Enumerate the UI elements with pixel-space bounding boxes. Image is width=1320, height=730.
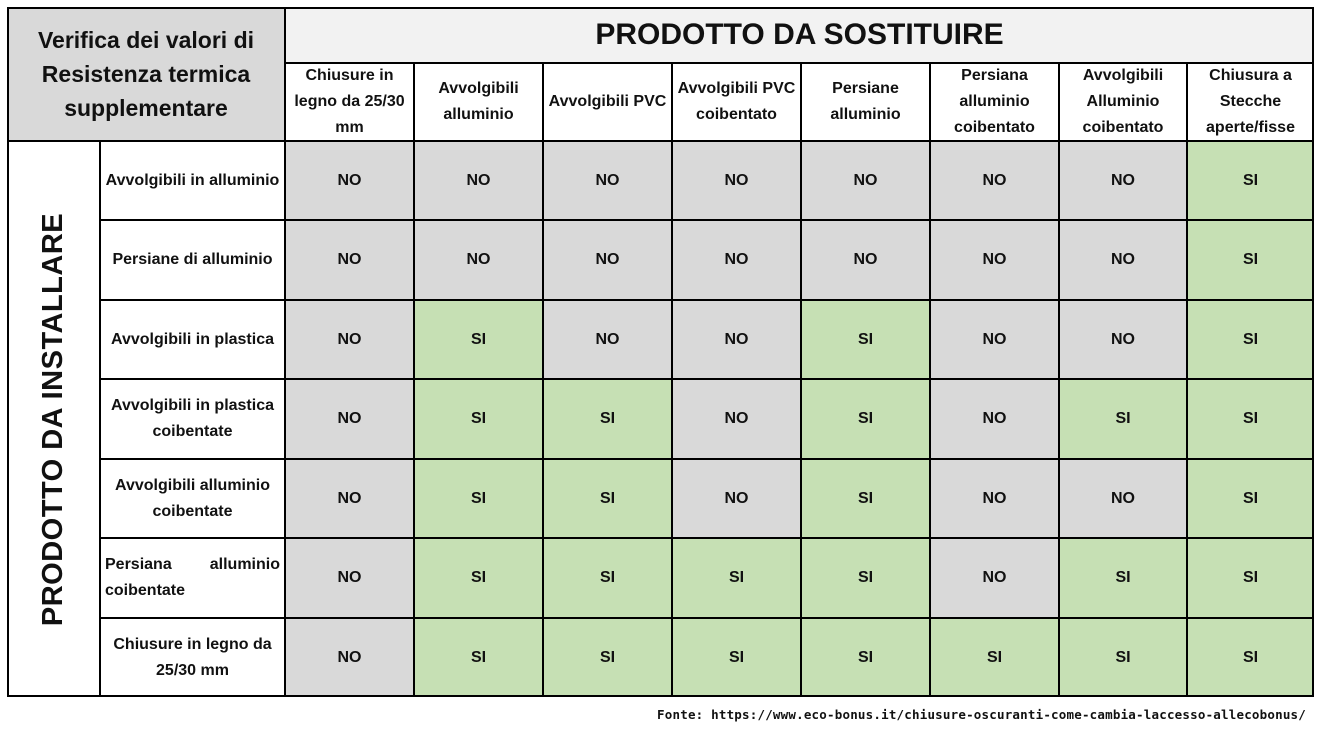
row-group-title xyxy=(7,141,100,697)
value-cell: SI xyxy=(801,300,930,379)
value-cell: SI xyxy=(1187,618,1314,697)
column-header: Chiusura a Stecche aperte/fisse xyxy=(1187,63,1314,141)
column-header: Avvolgibili Alluminio coibentato xyxy=(1059,63,1187,141)
value-cell: SI xyxy=(1187,300,1314,379)
column-header: Avvolgibili PVC xyxy=(543,63,672,141)
row-header: Avvolgibili alluminio coibentate xyxy=(100,459,285,538)
value-cell: SI xyxy=(930,618,1059,697)
value-cell: SI xyxy=(414,300,543,379)
column-header: Persiane alluminio xyxy=(801,63,930,141)
value-cell: SI xyxy=(543,379,672,459)
value-cell: NO xyxy=(801,220,930,300)
value-cell: NO xyxy=(285,300,414,379)
value-cell: SI xyxy=(1059,538,1187,618)
value-cell: SI xyxy=(1187,459,1314,538)
row-header: Avvolgibili in plastica xyxy=(100,300,285,379)
value-cell: NO xyxy=(672,220,801,300)
value-cell: SI xyxy=(1187,538,1314,618)
value-cell: SI xyxy=(414,618,543,697)
value-cell: SI xyxy=(414,459,543,538)
value-cell: SI xyxy=(801,618,930,697)
row-header: Avvolgibili in alluminio xyxy=(100,141,285,220)
value-cell: NO xyxy=(672,141,801,220)
value-cell: NO xyxy=(930,538,1059,618)
value-cell: NO xyxy=(930,141,1059,220)
value-cell: NO xyxy=(543,141,672,220)
row-header: Avvolgibili in plastica coibentate xyxy=(100,379,285,459)
value-cell: SI xyxy=(1187,379,1314,459)
value-cell: SI xyxy=(801,459,930,538)
column-group-title: PRODOTTO DA SOSTITUIRE xyxy=(285,7,1314,63)
value-cell: NO xyxy=(285,538,414,618)
column-header: Avvolgibili PVC coibentato xyxy=(672,63,801,141)
column-header: Persiana alluminio coibentato xyxy=(930,63,1059,141)
value-cell: NO xyxy=(285,220,414,300)
value-cell: SI xyxy=(801,538,930,618)
column-header: Avvolgibili alluminio xyxy=(414,63,543,141)
value-cell: NO xyxy=(1059,459,1187,538)
value-cell: SI xyxy=(543,538,672,618)
value-cell: SI xyxy=(801,379,930,459)
value-cell: NO xyxy=(285,459,414,538)
value-cell: NO xyxy=(801,141,930,220)
value-cell: SI xyxy=(543,618,672,697)
value-cell: NO xyxy=(1059,300,1187,379)
value-cell: SI xyxy=(672,538,801,618)
value-cell: NO xyxy=(285,141,414,220)
value-cell: NO xyxy=(930,220,1059,300)
value-cell: SI xyxy=(414,538,543,618)
value-cell: SI xyxy=(414,379,543,459)
row-header: Persiane di alluminio xyxy=(100,220,285,300)
value-cell: NO xyxy=(672,379,801,459)
column-header: Chiusure in legno da 25/30 mm xyxy=(285,63,414,141)
value-cell: NO xyxy=(930,379,1059,459)
value-cell: NO xyxy=(414,141,543,220)
row-header: Persiana alluminio coibentate xyxy=(100,538,285,618)
value-cell: NO xyxy=(285,618,414,697)
row-group-title-text: PRODOTTO DA INSTALLARE xyxy=(37,212,70,626)
value-cell: NO xyxy=(1059,220,1187,300)
source-caption: Fonte: https://www.eco-bonus.it/chiusure-oscuranti-come-cambia-laccesso-allecobonus/ xyxy=(657,707,1306,722)
value-cell: SI xyxy=(1059,618,1187,697)
value-cell: NO xyxy=(930,459,1059,538)
value-cell: NO xyxy=(672,300,801,379)
value-cell: NO xyxy=(543,220,672,300)
value-cell: NO xyxy=(672,459,801,538)
value-cell: NO xyxy=(285,379,414,459)
compatibility-table xyxy=(7,7,1314,697)
value-cell: NO xyxy=(930,300,1059,379)
value-cell: SI xyxy=(1187,141,1314,220)
row-header: Chiusure in legno da 25/30 mm xyxy=(100,618,285,697)
value-cell: NO xyxy=(1059,141,1187,220)
corner-label: Verifica dei valori di Resistenza termica supplementare xyxy=(7,7,285,141)
value-cell: SI xyxy=(1187,220,1314,300)
value-cell: SI xyxy=(1059,379,1187,459)
value-cell: NO xyxy=(414,220,543,300)
value-cell: SI xyxy=(543,459,672,538)
value-cell: SI xyxy=(672,618,801,697)
value-cell: NO xyxy=(543,300,672,379)
